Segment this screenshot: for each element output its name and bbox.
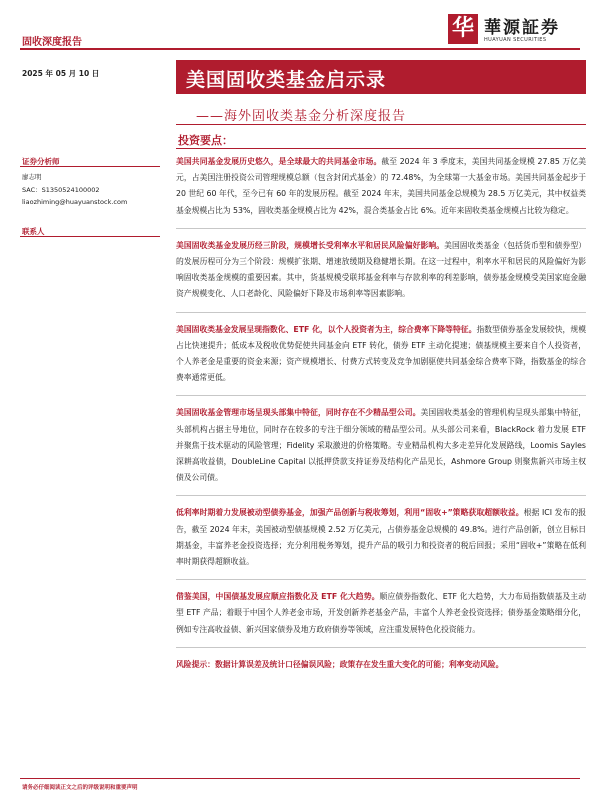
key-point-highlight: 低利率时期着力发展被动型债券基金，加强产品创新与税收筹划，利用“固收+”策略获取超额收益。: [176, 508, 524, 518]
key-point-paragraph: [176, 405, 586, 486]
key-point-highlight: 美国固收类基金发展呈现指数化、ETF 化，以个人投资者为主，综合费率下降等特征。: [176, 324, 477, 334]
risk-warning: 风险提示：数据计算误差及统计口径偏误风险；政策存在发生重大变化的可能；利率变动风险。: [176, 659, 504, 669]
analyst-divider: [20, 166, 160, 167]
key-point-text: 美国固收类基金的管理机构呈现头部集中特征，头部机构占据主导地位，同时存在较多的专注于细分领域的精品型公司。从头部公司来看，BlackRock 着力发展 ETF 并聚焦于技术驱动的风险管理；Fidelity 采取激进的价格策略。专业精品机构大多走差异化发展路线，Loomis Sayles 深耕高收益债，DoubleLine Capital 以抵押贷款支持证券及结构化产品见长，Ashmore Group 则聚焦新兴市场主权债及公司债。: [176, 408, 587, 483]
analyst-name: 廖志明: [22, 173, 42, 181]
key-point-text: 美国固收类基金（包括货币型和债券型）的发展历程可分为三个阶段：规模扩张期、增速放缓期及稳健增长期。在这一过程中，利率水平和居民的风险偏好为影响固收类基金规模的重要因素。其中，货基规模受联邦基金利率与存款利率的利差影响，债券基金规模受美国家庭金融资产规模变化、人口老龄化、风险偏好下降及市场利率等因素影响。: [176, 240, 587, 299]
key-point-paragraph: [176, 154, 586, 219]
key-point-paragraph: [176, 589, 586, 638]
key-point-paragraph: [176, 505, 586, 570]
brand-logo: [448, 14, 588, 50]
key-point-text: 顺应债券指数化、ETF 化大趋势，大力布局指数债基及主动型 ETF 产品；着眼于中国个人养老金市场，开发创新养老基金产品，丰富个人养老金投资选择；债券基金策略细分化，例如专注高收益债、新兴国家债券及地方政府债券等领域，应注重发展特色化投资能力。: [176, 592, 586, 634]
page-title: 美国固收类基金启示录: [186, 69, 387, 91]
key-point-highlight: 美国固收类基金发展历经三阶段，规模增长受利率水平和居民风险偏好影响。: [176, 240, 445, 250]
key-point-text: 截至 2024 年 3 季度末，美国共同基金规模 27.85 万亿美元，占美国注册投资公司管理规模总额（包含封闭式基金）的 72.48%，为全球第一大基金市场。美国共同基金起步于 20 世纪 60 年代，至今已有 60 年的发展历程。截至 2024 年末，美国共同基金总规模为 28.5 万亿美元，其中权益类基金规模占比为 53%，固收类基金规模占比为 42%，混合类基金占比 6%。近年来固收类基金规模占比较为稳定。: [176, 157, 586, 215]
contact-divider: [20, 236, 160, 237]
logo-english-name: HUAYUAN SECURITIES: [484, 37, 547, 43]
contact-heading: 联系人: [22, 227, 45, 236]
key-point-paragraph: [176, 238, 586, 303]
logo-name: 華源証券: [484, 18, 560, 38]
paragraph-divider: [176, 228, 586, 229]
logo-mark-icon: 华: [448, 14, 478, 44]
analyst-sac: SAC：S1350524100002: [22, 186, 100, 194]
subtitle-divider: [176, 124, 586, 125]
key-point-highlight: 美国固收基金管理市场呈现头部集中特征，同时存在不少精品型公司。: [176, 408, 421, 418]
page-subtitle: ——海外固收类基金分析深度报告: [196, 109, 407, 124]
analyst-heading: 证券分析师: [22, 157, 60, 166]
key-points-body: [176, 154, 586, 673]
key-points-label: 投资要点：: [178, 134, 233, 147]
key-point-highlight: 借鉴美国，中国债基发展应顺应指数化及 ETF 化大趋势。: [176, 592, 380, 602]
title-banner: [176, 60, 586, 94]
paragraph-divider: [176, 647, 586, 648]
key-point-text: 根据 ICI 发布的报告，截至 2024 年末，美国被动型债基规模 2.52 万亿美元，占债券基金总规模的 49.8%。进行产品创新，创立目标日期基金，丰富养老金投资选择；充分利用税务筹划，提升产品的吸引力和投资者的税后回报；采用“固收+”策略在低利率时期获得超额收益。: [176, 508, 586, 567]
key-point-highlight: 美国共同基金发展历史悠久，是全球最大的共同基金市场。: [176, 157, 382, 166]
key-point-paragraph: [176, 322, 586, 387]
report-category: 固收深度报告: [22, 37, 82, 48]
analyst-email[interactable]: liaozhiming@huayuanstock.com: [22, 198, 128, 206]
key-point-text: 指数型债券基金发展较快，规模占比快速提升；低成本及税收优势促使共同基金向 ETF 转化，债券 ETF 主动化提速；债基规模主要来自个人投资者，个人养老金是重要的资金来源；资产规模增长、付费方式转变及竞争加剧驱使共同基金综合费率下降，指数基金的综合费率通常更低。: [176, 324, 587, 383]
paragraph-divider: [176, 579, 586, 580]
footer-divider: [20, 778, 580, 779]
paragraph-divider: [176, 495, 586, 496]
paragraph-divider: [176, 312, 586, 313]
paragraph-divider: [176, 395, 586, 396]
footer-disclaimer: 请务必仔细阅读正文之后的评级说明和重要声明: [22, 785, 138, 791]
header-divider: [20, 48, 580, 50]
report-date: 2025 年 05 月 10 日: [22, 69, 100, 78]
key-points-divider: [176, 148, 586, 149]
